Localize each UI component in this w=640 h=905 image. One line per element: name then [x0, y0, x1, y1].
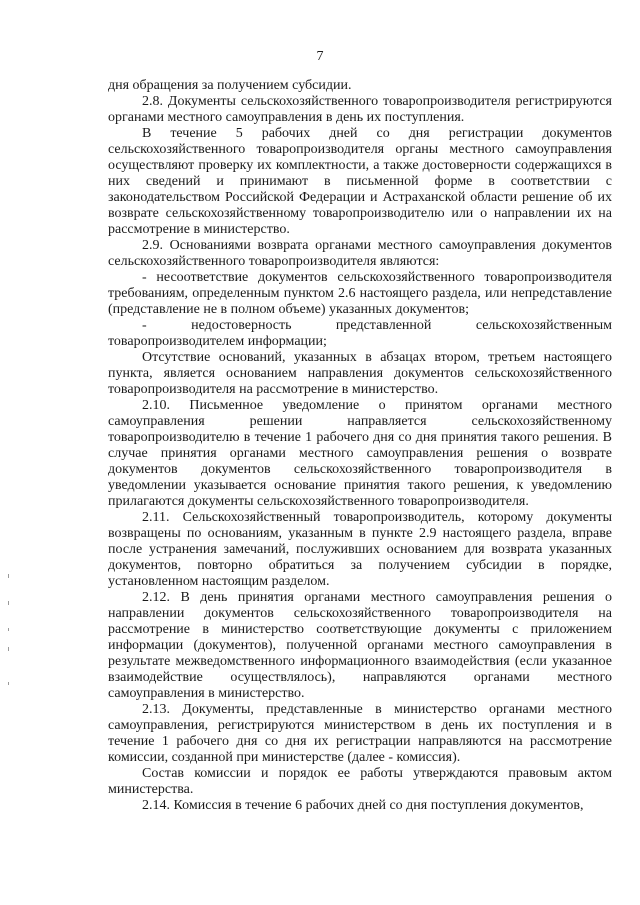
paragraph: 2.12. В день принятия органами местного самоуправления решения о направлении документов сельскохозяйственного товаропроизводителя на рассмотрение в министерство соответствующие документы с приложением информации (документов), полученной органами местного самоуправления в результате межведомственного информационного взаимодействия (если указанное взаимодействие осуществлялось), направляются органами местного самоуправления в министерство.: [108, 590, 612, 701]
paragraph: дня обращения за получением субсидии.: [108, 78, 352, 93]
document-body: [108, 78, 612, 814]
paragraph: 2.9. Основаниями возврата органами местного самоуправления документов сельскохозяйственного товаропроизводителя являются:: [108, 238, 612, 269]
scan-margin-mark: [8, 647, 9, 651]
scan-margin-mark: [8, 601, 9, 605]
scan-margin-mark: [8, 682, 9, 685]
page-number: 7: [316, 49, 324, 64]
paragraph: - несоответствие документов сельскохозяйственного товаропроизводителя требованиям, определенным пунктом 2.6 настоящего раздела, или непредставление (представление не в полном объеме) указанных документов;: [108, 270, 612, 317]
scan-margin-mark: [8, 574, 9, 578]
paragraph: 2.13. Документы, представленные в министерство органами местного самоуправления, регистрируются министерством в день их поступления и в течение 1 рабочего дня со дня их регистрации направляются на рассмотрение комиссии, созданной при министерстве (далее - комиссия).: [108, 702, 612, 765]
paragraph: 2.10. Письменное уведомление о принятом органами местного самоуправления решении направляется сельскохозяйственному товаропроизводителю в течение 1 рабочего дня со дня принятия такого решения. В случае принятия органами местного самоуправления решения о возврате документов документов сельскохозяйственного товаропроизводителя в уведомлении указывается основание принятия такого решения, к уведомлению прилагаются документы сельскохозяйственного товаропроизводителя.: [108, 398, 612, 509]
paragraph: В течение 5 рабочих дней со дня регистрации документов сельскохозяйственного товаропроизводителя органы местного самоуправления осуществляют проверку их комплектности, а также достоверности содержащихся в них сведений и принимают в письменной форме в соответствии с законодательством Российской Федерации и Астраханской области решение об их возврате сельскохозяйственному товаропроизводителю или о направлении их на рассмотрение в министерство.: [108, 126, 612, 237]
paragraph: Отсутствие оснований, указанных в абзацах втором, третьем настоящего пункта, является основанием направления документов сельскохозяйственного товаропроизводителя на рассмотрение в министерство.: [108, 350, 612, 397]
paragraph: 2.11. Сельскохозяйственный товаропроизводитель, которому документы возвращены по основаниям, указанным в пункте 2.9 настоящего раздела, вправе после устранения замечаний, послуживших основанием для возврата указанных документов, повторно обратиться за получением субсидии в порядке, установленном настоящим разделом.: [108, 510, 612, 589]
scan-margin-mark: [8, 628, 9, 631]
paragraph: 2.14. Комиссия в течение 6 рабочих дней со дня поступления документов,: [142, 798, 584, 813]
paragraph: Состав комиссии и порядок ее работы утверждаются правовым актом министерства.: [108, 766, 612, 797]
paragraph: - недостоверность представленной сельскохозяйственным товаропроизводителем информации;: [108, 318, 612, 349]
paragraph: 2.8. Документы сельскохозяйственного товаропроизводителя регистрируются органами местного самоуправления в день их поступления.: [108, 94, 612, 125]
